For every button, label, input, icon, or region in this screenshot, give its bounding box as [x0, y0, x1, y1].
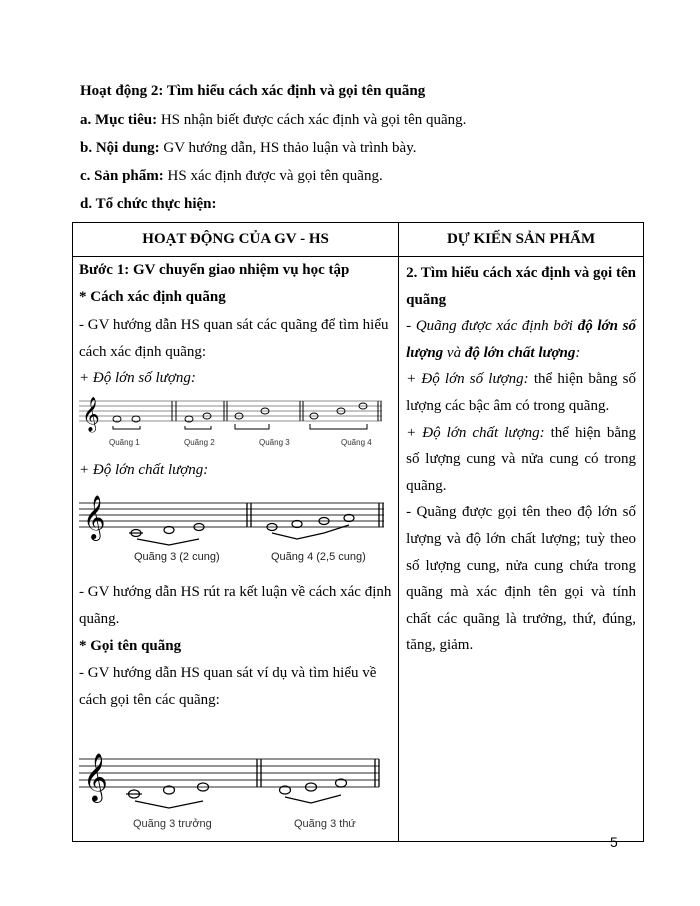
- page-number: 5: [610, 834, 618, 850]
- content-line: [80, 140, 417, 157]
- text-run: - Quãng được xác định bởi: [406, 318, 578, 335]
- treble-clef-icon: 𝄞: [82, 397, 100, 432]
- staff-figure-quality: [79, 485, 391, 567]
- interval-label: Quãng 4 (2,5 cung): [271, 551, 366, 563]
- text-run: độ lớn chất lượng: [464, 344, 576, 361]
- objective-text: HS nhận biết được cách xác định và gọi tên quãng.: [157, 112, 467, 128]
- treble-clef-icon: 𝄞: [83, 752, 108, 801]
- objective-label: a. Mục tiêu:: [80, 112, 158, 128]
- col1-header: HOẠT ĐỘNG CỦA GV - HS: [73, 223, 399, 257]
- quality-label: + Độ lớn chất lượng:: [79, 462, 209, 478]
- section-determine-interval: * Cách xác định quãng: [79, 289, 226, 305]
- expected-product-cell: [399, 257, 644, 842]
- content-text: GV hướng dẫn, HS thảo luận và trình bày.: [159, 140, 417, 156]
- instruction-text-2a: - GV hướng dẫn HS rút ra kết luận về cách xác định: [79, 584, 392, 600]
- product-paragraph-2: [406, 366, 636, 419]
- instruction-text-1a: - GV hướng dẫn HS quan sát các quãng để tìm hiểu: [79, 317, 389, 333]
- objective-line: [80, 112, 466, 129]
- interval-label: Quãng 3 (2 cung): [134, 551, 220, 563]
- activity-title: Hoạt động 2: Tìm hiểu cách xác định và gọi tên quãng: [80, 83, 426, 99]
- instruction-text-3a: - GV hướng dẫn HS quan sát ví dụ và tìm hiểu về: [79, 665, 377, 681]
- instruction-text-3b: cách gọi tên các quãng:: [79, 692, 220, 708]
- teacher-student-cell: [73, 257, 399, 842]
- activity-table: [72, 222, 644, 842]
- col2-header: DỰ KIẾN SẢN PHẨM: [399, 223, 644, 257]
- treble-clef-icon: 𝄞: [83, 495, 106, 539]
- product-text: HS xác định được và gọi tên quãng.: [163, 168, 383, 184]
- content-label: b. Nội dung:: [80, 140, 160, 156]
- staff-figure-quantity: [79, 393, 391, 455]
- interval-label: Quãng 3: [259, 438, 290, 447]
- product-paragraph-3: [406, 420, 636, 500]
- product-paragraph-1: [406, 313, 636, 366]
- text-run: + Độ lớn số lượng:: [406, 371, 529, 388]
- step1-heading: Bước 1: GV chuyển giao nhiệm vụ học tập: [79, 262, 350, 278]
- text-run: thể hiện bằng số lượng cung và nửa cung có trong quãng.: [406, 424, 636, 494]
- text-run: và: [443, 344, 465, 361]
- product-paragraph-4: - Quãng được gọi tên theo độ lớn số lượng và độ lớn chất lượng; tuỳ theo số lượng cung, nửa cung chứa trong quãng mà xác định tên gọi và tính chất các quãng là trưởng, thứ, đúng, tăng, giảm.: [406, 504, 636, 654]
- text-run: thể hiện bằng số lượng các bậc âm có trong quãng.: [406, 371, 636, 414]
- interval-label: Quãng 3 trưởng: [133, 818, 212, 830]
- instruction-text-2b: quãng.: [79, 611, 120, 627]
- product-label: c. Sản phẩm:: [80, 168, 164, 184]
- organize-label: d. Tổ chức thực hiện:: [80, 196, 217, 212]
- interval-label: Quãng 1: [109, 438, 140, 447]
- interval-label: Quãng 3 thứ: [294, 818, 356, 830]
- product-line: [80, 168, 383, 185]
- product-heading: 2. Tìm hiểu cách xác định và gọi tên quãng: [406, 265, 636, 308]
- instruction-text-1b: cách xác định quãng:: [79, 344, 207, 360]
- text-run: :: [575, 344, 581, 361]
- text-run: độ lớn số lượng: [406, 318, 636, 361]
- section-name-interval: * Gọi tên quãng: [79, 638, 182, 654]
- interval-label: Quãng 2: [184, 438, 215, 447]
- staff-figure-naming: [79, 749, 391, 835]
- text-run: + Độ lớn chất lượng:: [406, 424, 545, 441]
- quantity-label: + Độ lớn số lượng:: [79, 370, 196, 386]
- interval-label: Quãng 4: [341, 438, 372, 447]
